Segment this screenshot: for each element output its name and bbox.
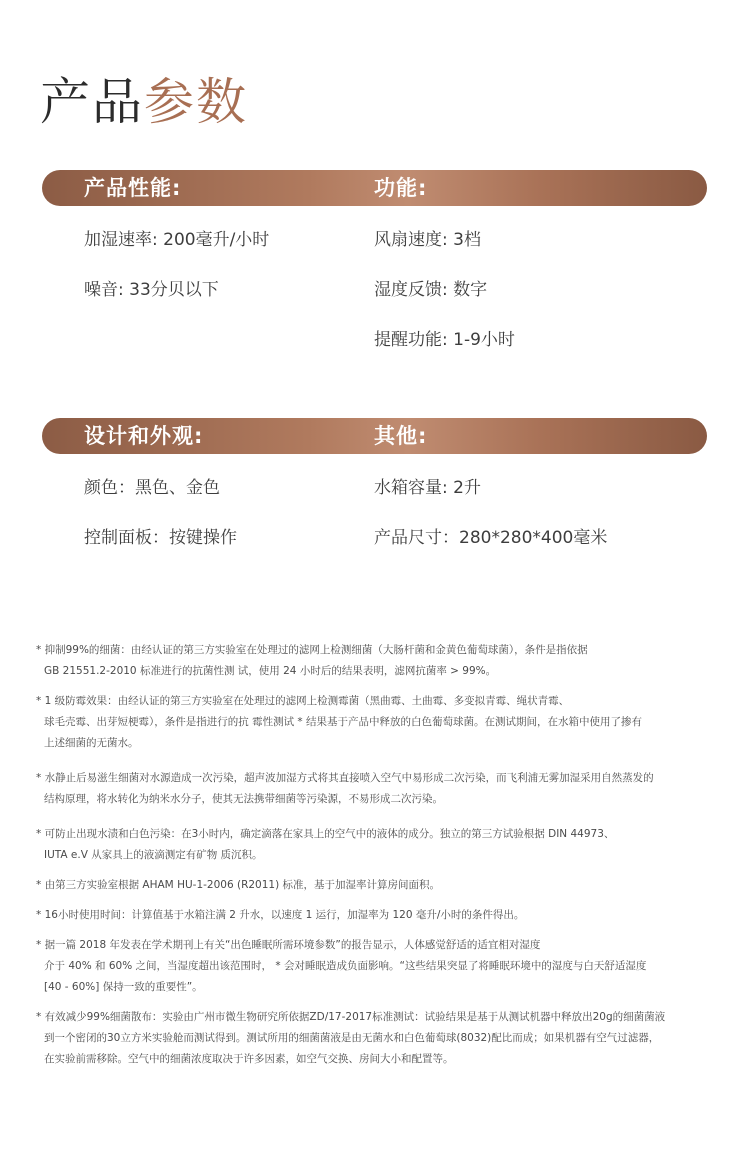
page-title [40,70,248,134]
spec-control-panel: 控制面板：按键操作 [84,528,237,548]
footnote-usage-time: * 16小时使用时间：计算值基于水箱注满 2 升水，以速度 1 运行，加湿率为 120 毫升/小时的条件得出。 [36,909,525,921]
section-bar-design-other [42,418,707,454]
spec-color: 颜色：黑色、金色 [84,478,220,498]
section-bar-performance-function [42,170,707,206]
spec-humidify-rate: 加湿速率: 200毫升/小时 [84,230,270,250]
footnote-sleep-humidity: * 据一篇 2018 年发表在学术期刊上有关“出色睡眠所需环境参数”的报告显示，人体感觉舒适的适宜相对湿度 介于 40% 和 60% 之间，当湿度超出该范围时， * 会对睡眠造成负面影响。“这些结果突显了将睡眠环境中的湿度与白天舒适湿度 [40 - 60%] 保持一致的重要性”。 [36,939,647,993]
spec-humidity-feedback: 湿度反馈: 数字 [374,280,488,300]
heading-design: 设计和外观: [84,424,204,448]
heading-function: 功能: [374,176,428,200]
footnote-antimold: * 1 级防霉效果：由经认证的第三方实验室在处理过的滤网上检测霉菌（黑曲霉、土曲霉、多变拟青霉、绳状青霉、 球毛壳霉、出芽短梗霉），条件是指进行的抗 霉性测试 * 结果基于产品中释放的白色葡萄球菌。在测试期间，在水箱中使用了掺有 上述细菌的无菌水。 [36,695,643,749]
footnote-antibacterial: * 抑制99%的细菌：由经认证的第三方实验室在处理过的滤网上检测细菌（大肠杆菌和金黄色葡萄球菌），条件是指依据 GB 21551.2-2010 标准进行的抗菌性测 试，使用 24 小时后的结果表明，滤网抗菌率 > 99%。 [36,644,588,677]
footnote-no-mist: * 水静止后易滋生细菌对水源造成一次污染，超声波加湿方式将其直接喷入空气中易形成二次污染，而飞利浦无雾加湿采用自然蒸发的 结构原理，将水转化为纳米水分子，使其无法携带细菌等污染源，不易形成二次污染。 [36,772,654,805]
title-part-accent: 参数 [144,73,248,131]
title-part-dark: 产品 [40,73,144,131]
heading-other: 其他: [374,424,428,448]
spec-noise: 噪音: 33分贝以下 [84,280,219,300]
footnote-bacteria-spread: * 有效减少99%细菌散布：实验由广州市微生物研究所依据ZD/17-2017标准测试：试验结果是基于从测试机器中释放出20g的细菌菌液 到一个密闭的30立方米实验舱而测试得到。测试所用的细菌菌液是由无菌水和白色葡萄球(8032)配比而成；如果机器有空气过滤器， 在实验前需移除。空气中的细菌浓度取决于许多因素，如空气交换、房间大小和配置等。 [36,1011,666,1065]
heading-performance: 产品性能: [84,176,182,200]
spec-tank-capacity: 水箱容量: 2升 [374,478,481,498]
footnotes [36,640,726,1079]
spec-reminder: 提醒功能: 1-9小时 [374,330,515,350]
spec-fan-speed: 风扇速度: 3档 [374,230,481,250]
footnote-no-residue: * 可防止出现水渍和白色污染：在3小时内，确定滴落在家具上的空气中的液体的成分。独立的第三方试验根据 DIN 44973、 IUTA e.V 从家具上的液滴测定有矿物 质沉积。 [36,828,615,861]
spec-dimensions: 产品尺寸：280*280*400毫米 [374,528,608,548]
footnote-room-area: * 由第三方实验室根据 AHAM HU-1-2006 (R2011) 标准，基于加湿率计算房间面积。 [36,879,441,891]
